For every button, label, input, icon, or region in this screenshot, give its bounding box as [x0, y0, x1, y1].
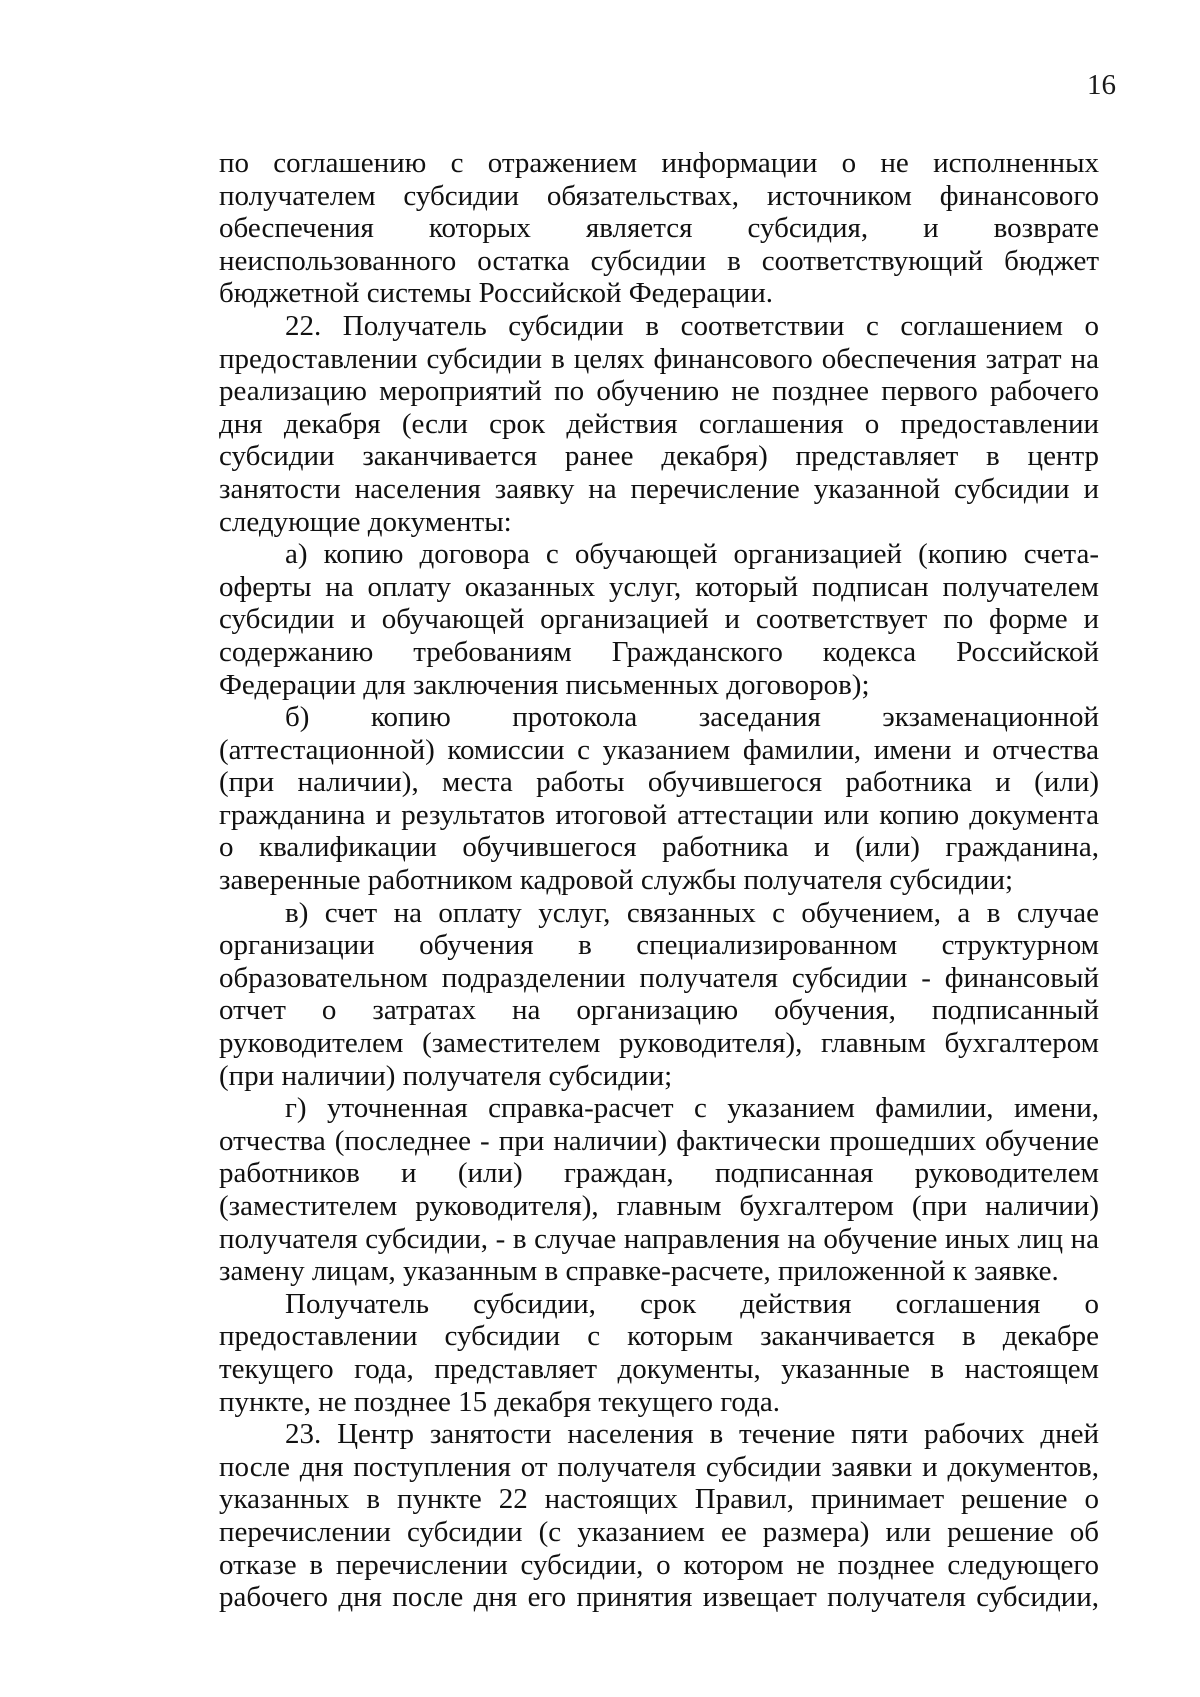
paragraph-item-a: а) копию договора с обучающей организацией (копию счета-оферты на оплату оказанных услуг, который подписан получателем субсидии и обучающей организацией и соответствует по форме и содержанию требованиям Гражданского кодекса Российской Федерации для заключения письменных договоров);	[219, 538, 1099, 701]
page-number: 16	[1087, 69, 1116, 101]
paragraph-recipient-december: Получатель субсидии, срок действия соглашения о предоставлении субсидии с которым заканчивается в декабре текущего года, представляет документы, указанные в настоящем пункте, не позднее 15 декабря текущего года.	[219, 1287, 1099, 1418]
paragraph-clause-23: 23. Центр занятости населения в течение пяти рабочих дней после дня поступления от получателя субсидии заявки и документов, указанных в пункте 22 настоящих Правил, принимает решение о перечислении субсидии (с указанием ее размера) или решение об отказе в перечислении субсидии, о котором не позднее следующего рабочего дня после дня его принятия извещает получателя субсидии,	[219, 1418, 1099, 1614]
paragraph-continuation: по соглашению с отражением информации о не исполненных получателем субсидии обязательствах, источником финансового обеспечения которых является субсидия, и возврате неиспользованного остатка субсидии в соответствующий бюджет бюджетной системы Российской Федерации.	[219, 147, 1099, 310]
paragraph-item-v: в) счет на оплату услуг, связанных с обучением, а в случае организации обучения в специализированном структурном образовательном подразделении получателя субсидии - финансовый отчет о затратах на организацию обучения, подписанный руководителем (заместителем руководителя), главным бухгалтером (при наличии) получателя субсидии;	[219, 896, 1099, 1092]
document-body	[219, 147, 1099, 1614]
paragraph-clause-22: 22. Получатель субсидии в соответствии с соглашением о предоставлении субсидии в целях финансового обеспечения затрат на реализацию мероприятий по обучению не позднее первого рабочего дня декабря (если срок действия соглашения о предоставлении субсидии заканчивается ранее декабря) представляет в центр занятости населения заявку на перечисление указанной субсидии и следующие документы:	[219, 309, 1099, 538]
paragraph-item-g: г) уточненная справка-расчет с указанием фамилии, имени, отчества (последнее - при наличии) фактически прошедших обучение работников и (или) граждан, подписанная руководителем (заместителем руководителя), главным бухгалтером (при наличии) получателя субсидии, - в случае направления на обучение иных лиц на замену лицам, указанным в справке-расчете, приложенной к заявке.	[219, 1092, 1099, 1288]
paragraph-item-b: б) копию протокола заседания экзаменационной (аттестационной) комиссии с указанием фамилии, имени и отчества (при наличии), места работы обучившегося работника и (или) гражданина и результатов итоговой аттестации или копию документа о квалификации обучившегося работника и (или) гражданина, заверенные работником кадровой службы получателя субсидии;	[219, 701, 1099, 897]
